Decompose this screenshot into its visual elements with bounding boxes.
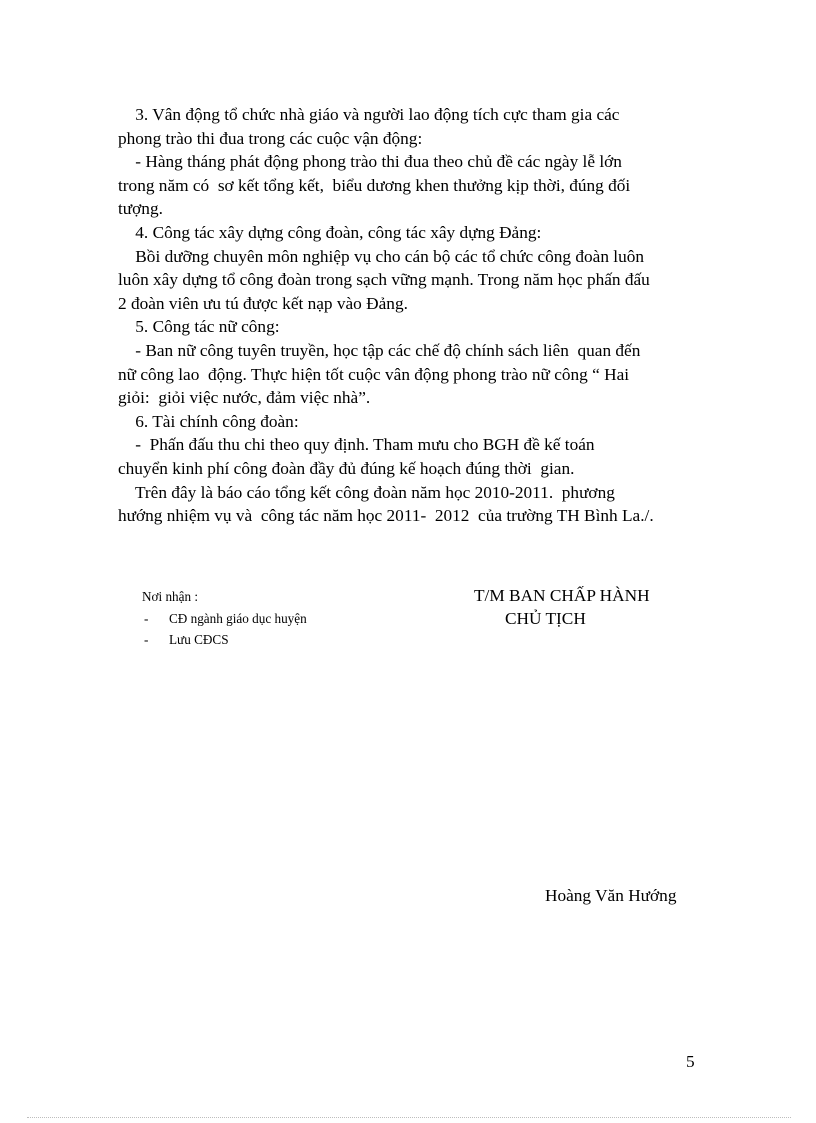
body-line: 6. Tài chính công đoàn: [118, 411, 299, 431]
body-line: hướng nhiệm vụ và công tác năm học 2011- 2012 của trường TH Bình La./. [118, 506, 654, 526]
body-line: - Phấn đấu thu chi theo quy định. Tham mưu cho BGH đề kế toán [118, 435, 595, 455]
report-body [118, 103, 698, 528]
body-line: luôn xây dựng tổ công đoàn trong sạch vững mạnh. Trong năm học phấn đấu [118, 270, 650, 290]
body-line: trong năm có sơ kết tổng kết, biểu dương khen thưởng kịp thời, đúng đối [118, 175, 631, 195]
body-line: phong trào thi đua trong các cuộc vận động: [118, 128, 423, 148]
list-dash: - [144, 632, 149, 647]
recipient-text: Lưu CĐCS [169, 632, 229, 647]
body-line: - Hàng tháng phát động phong trào thi đua theo chủ đề các ngày lễ lớn [118, 152, 622, 172]
recipients-list [142, 608, 307, 650]
recipient-item [142, 629, 307, 650]
recipients-block [142, 586, 307, 650]
signature-role: CHỦ TỊCH [505, 609, 586, 628]
body-line: chuyển kinh phí công đoàn đầy đủ đúng kế hoạch đúng thời gian. [118, 458, 575, 478]
body-line: giỏi: giỏi việc nước, đảm việc nhà”. [118, 388, 371, 408]
body-line: Trên đây là báo cáo tổng kết công đoàn năm học 2010-2011. phương [118, 482, 615, 502]
signature-org: T/M BAN CHẤP HÀNH [474, 586, 650, 605]
body-line: nữ công lao động. Thực hiện tốt cuộc vân động phong trào nữ công “ Hai [118, 364, 630, 384]
recipient-item [142, 608, 307, 629]
body-line: 5. Công tác nữ công: [118, 317, 280, 337]
page-number: 5 [686, 1052, 695, 1071]
signature-block [474, 584, 650, 630]
list-dash: - [144, 611, 149, 626]
body-line: Bồi dưỡng chuyên môn nghiệp vụ cho cán bộ các tổ chức công đoàn luôn [118, 246, 645, 266]
body-line: 2 đoàn viên ưu tú được kết nạp vào Đảng. [118, 293, 408, 313]
signer-name: Hoàng Văn Hướng [545, 886, 677, 905]
recipient-text: CĐ ngành giáo dục huyện [169, 611, 307, 626]
recipients-heading: Nơi nhận : [142, 589, 199, 604]
body-line: - Ban nữ công tuyên truyền, học tập các chế độ chính sách liên quan đến [118, 340, 641, 360]
body-line: 3. Vân động tổ chức nhà giáo và người lao động tích cực tham gia các [118, 105, 620, 124]
page-bottom-border [27, 1117, 791, 1118]
body-line: 4. Công tác xây dựng công đoàn, công tác xây dựng Đảng: [118, 222, 542, 242]
body-line: tượng. [118, 199, 163, 219]
